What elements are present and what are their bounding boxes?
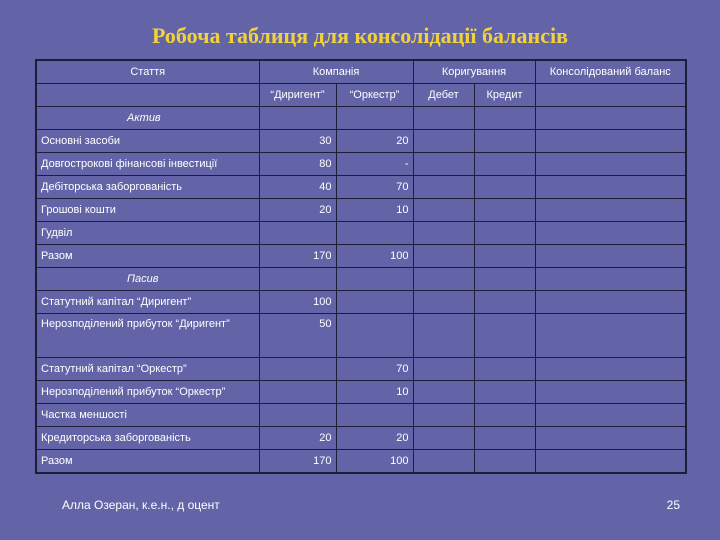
row-label: Разом xyxy=(36,245,259,268)
value-company1: 20 xyxy=(259,199,336,222)
value-consolidated xyxy=(535,358,686,381)
value-consolidated xyxy=(535,153,686,176)
value-consolidated xyxy=(535,199,686,222)
row-label: Дебіторська заборгованість xyxy=(36,176,259,199)
assets-rows xyxy=(36,130,686,268)
value-consolidated xyxy=(535,314,686,358)
table-subheader-row xyxy=(36,84,686,107)
table-row xyxy=(36,450,686,474)
slide-title: Робоча таблиця для консолідації балансів xyxy=(152,23,568,48)
value-debit xyxy=(413,245,474,268)
subheader-company1: “Диригент” xyxy=(259,84,336,107)
value-credit xyxy=(474,381,535,404)
value-company1 xyxy=(259,404,336,427)
value-company2: 10 xyxy=(336,199,413,222)
value-company1 xyxy=(259,358,336,381)
value-company2 xyxy=(336,314,413,358)
consolidation-table xyxy=(35,59,687,474)
value-debit xyxy=(413,381,474,404)
value-debit xyxy=(413,404,474,427)
subheader-company2: “Оркестр” xyxy=(336,84,413,107)
table-header-row xyxy=(36,60,686,84)
value-company2 xyxy=(336,291,413,314)
table-row xyxy=(36,427,686,450)
value-consolidated xyxy=(535,222,686,245)
value-debit xyxy=(413,199,474,222)
subheader-debit: Дебет xyxy=(413,84,474,107)
page-number: 25 xyxy=(666,498,680,512)
value-company2 xyxy=(336,404,413,427)
table-row xyxy=(36,153,686,176)
section-label-liabilities: Пасив xyxy=(127,273,159,285)
row-label: Кредиторська заборгованість xyxy=(36,427,259,450)
subheader-credit: Кредит xyxy=(474,84,535,107)
value-debit xyxy=(413,427,474,450)
row-label: Гудвіл xyxy=(36,222,259,245)
value-company2: - xyxy=(336,153,413,176)
value-company1 xyxy=(259,222,336,245)
value-debit xyxy=(413,314,474,358)
value-company2: 20 xyxy=(336,130,413,153)
value-credit xyxy=(474,291,535,314)
value-company1: 100 xyxy=(259,291,336,314)
value-debit xyxy=(413,130,474,153)
row-label: Нерозподілений прибуток “Диригент” xyxy=(36,314,259,358)
value-company2: 70 xyxy=(336,358,413,381)
section-row-assets xyxy=(36,107,686,130)
value-credit xyxy=(474,199,535,222)
value-consolidated xyxy=(535,427,686,450)
row-label: Грошові кошти xyxy=(36,199,259,222)
value-consolidated xyxy=(535,291,686,314)
liabilities-rows xyxy=(36,291,686,474)
value-company1: 170 xyxy=(259,450,336,474)
value-debit xyxy=(413,450,474,474)
row-label: Довгострокові фінансові інвестиції xyxy=(36,153,259,176)
value-credit xyxy=(474,450,535,474)
value-credit xyxy=(474,176,535,199)
value-consolidated xyxy=(535,381,686,404)
value-credit xyxy=(474,153,535,176)
value-company1: 170 xyxy=(259,245,336,268)
value-credit xyxy=(474,314,535,358)
value-debit xyxy=(413,153,474,176)
value-company1: 80 xyxy=(259,153,336,176)
table-row xyxy=(36,314,686,358)
table-row xyxy=(36,130,686,153)
value-debit xyxy=(413,222,474,245)
value-debit xyxy=(413,176,474,199)
value-company2 xyxy=(336,222,413,245)
table-row xyxy=(36,404,686,427)
row-label: Частка меншості xyxy=(36,404,259,427)
row-label: Статутний капітал “Диригент” xyxy=(36,291,259,314)
value-credit xyxy=(474,358,535,381)
value-company2: 100 xyxy=(336,450,413,474)
value-debit xyxy=(413,358,474,381)
table-row xyxy=(36,245,686,268)
value-company2: 70 xyxy=(336,176,413,199)
header-article: Стаття xyxy=(36,60,259,84)
section-row-liabilities xyxy=(36,268,686,291)
value-consolidated xyxy=(535,450,686,474)
row-label: Основні засоби xyxy=(36,130,259,153)
value-company2: 10 xyxy=(336,381,413,404)
value-company2: 100 xyxy=(336,245,413,268)
value-credit xyxy=(474,245,535,268)
value-company1: 50 xyxy=(259,314,336,358)
table-row xyxy=(36,381,686,404)
header-adjustments: Коригування xyxy=(413,60,535,84)
table-row xyxy=(36,291,686,314)
value-company2: 20 xyxy=(336,427,413,450)
value-consolidated xyxy=(535,245,686,268)
table-row xyxy=(36,358,686,381)
value-credit xyxy=(474,404,535,427)
value-consolidated xyxy=(535,130,686,153)
value-company1 xyxy=(259,381,336,404)
section-label-assets: Актив xyxy=(127,112,161,124)
footer-author: Алла Озеран, к.е.н., д оцент xyxy=(62,498,220,512)
header-company: Компанія xyxy=(259,60,413,84)
value-consolidated xyxy=(535,176,686,199)
table-row xyxy=(36,199,686,222)
table-row xyxy=(36,176,686,199)
value-credit xyxy=(474,130,535,153)
table-row xyxy=(36,222,686,245)
value-company1: 40 xyxy=(259,176,336,199)
row-label: Нерозподілений прибуток “Оркестр” xyxy=(36,381,259,404)
value-credit xyxy=(474,427,535,450)
value-company1: 20 xyxy=(259,427,336,450)
value-credit xyxy=(474,222,535,245)
value-debit xyxy=(413,291,474,314)
value-company1: 30 xyxy=(259,130,336,153)
header-consolidated: Консолідований баланс xyxy=(535,60,686,84)
row-label: Разом xyxy=(36,450,259,474)
row-label: Статутний капітал “Оркестр” xyxy=(36,358,259,381)
value-consolidated xyxy=(535,404,686,427)
